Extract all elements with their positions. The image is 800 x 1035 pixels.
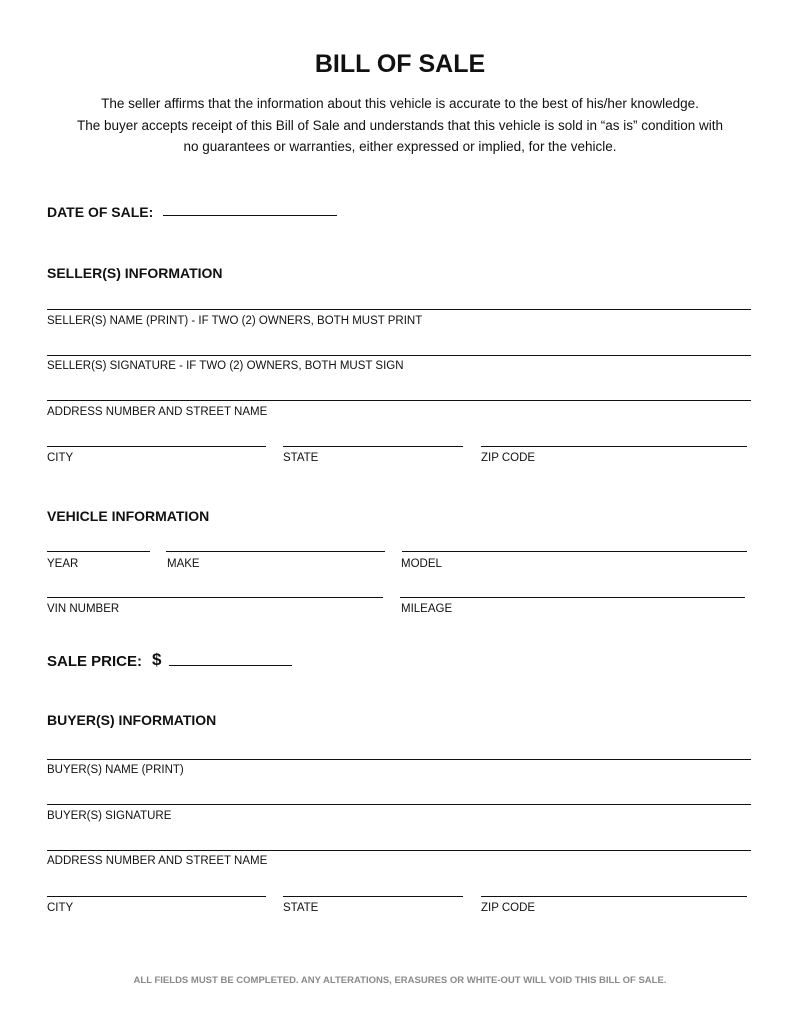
footer-notice: ALL FIELDS MUST BE COMPLETED. ANY ALTERATIONS, ERASURES OR WHITE-OUT WILL VOID THIS BILL OF SALE. bbox=[133, 975, 667, 986]
buyer-address-field[interactable] bbox=[47, 850, 751, 851]
buyer-zip-label: ZIP CODE bbox=[481, 902, 536, 914]
sale-price-field[interactable] bbox=[169, 665, 292, 666]
buyer-address-label: ADDRESS NUMBER AND STREET NAME bbox=[47, 855, 268, 867]
seller-address-label: ADDRESS NUMBER AND STREET NAME bbox=[47, 406, 268, 418]
vehicle-heading: VEHICLE INFORMATION bbox=[47, 508, 210, 524]
seller-state-label: STATE bbox=[283, 452, 319, 464]
model-field[interactable] bbox=[402, 551, 747, 552]
buyer-name-label: BUYER(S) NAME (PRINT) bbox=[47, 764, 184, 776]
intro-line-3: no guarantees or warranties, either expressed or implied, for the vehicle. bbox=[183, 139, 617, 154]
date-of-sale-label: DATE OF SALE: bbox=[47, 204, 154, 220]
make-field[interactable] bbox=[166, 551, 385, 552]
seller-zip-field[interactable] bbox=[481, 446, 747, 447]
buyer-state-label: STATE bbox=[283, 902, 319, 914]
buyer-city-field[interactable] bbox=[47, 896, 266, 897]
seller-zip-label: ZIP CODE bbox=[481, 452, 536, 464]
date-of-sale-field[interactable] bbox=[163, 215, 337, 216]
seller-name-label: SELLER(S) NAME (PRINT) - IF TWO (2) OWNERS, BOTH MUST PRINT bbox=[47, 315, 423, 327]
seller-name-field[interactable] bbox=[47, 309, 751, 310]
vin-label: VIN NUMBER bbox=[47, 603, 120, 615]
buyer-heading: BUYER(S) INFORMATION bbox=[47, 712, 217, 728]
seller-address-field[interactable] bbox=[47, 400, 751, 401]
buyer-zip-field[interactable] bbox=[481, 896, 747, 897]
buyer-signature-field[interactable] bbox=[47, 804, 751, 805]
sale-price-label: SALE PRICE: bbox=[47, 653, 143, 670]
date-of-sale-row bbox=[47, 204, 337, 220]
seller-signature-label: SELLER(S) SIGNATURE - IF TWO (2) OWNERS, BOTH MUST SIGN bbox=[47, 360, 404, 372]
seller-state-field[interactable] bbox=[283, 446, 463, 447]
intro-line-2: The buyer accepts receipt of this Bill of Sale and understands that this vehicle is sold in “as is” condition with bbox=[76, 118, 724, 133]
sale-price-row bbox=[47, 650, 292, 670]
make-label: MAKE bbox=[167, 558, 200, 570]
buyer-name-field[interactable] bbox=[47, 759, 751, 760]
mileage-label: MILEAGE bbox=[401, 603, 453, 615]
intro-line-1: The seller affirms that the information about this vehicle is accurate to the best of his/her knowledge. bbox=[101, 96, 699, 111]
buyer-state-field[interactable] bbox=[283, 896, 463, 897]
seller-signature-field[interactable] bbox=[47, 355, 751, 356]
vin-field[interactable] bbox=[47, 597, 383, 598]
buyer-city-label: CITY bbox=[47, 902, 74, 914]
seller-heading: SELLER(S) INFORMATION bbox=[47, 265, 223, 281]
year-field[interactable] bbox=[47, 551, 150, 552]
currency-symbol: $ bbox=[152, 650, 162, 669]
seller-city-label: CITY bbox=[47, 452, 74, 464]
seller-city-field[interactable] bbox=[47, 446, 266, 447]
buyer-signature-label: BUYER(S) SIGNATURE bbox=[47, 810, 172, 822]
model-label: MODEL bbox=[401, 558, 442, 570]
mileage-field[interactable] bbox=[400, 597, 745, 598]
page-title: BILL OF SALE bbox=[314, 50, 486, 78]
year-label: YEAR bbox=[47, 558, 79, 570]
